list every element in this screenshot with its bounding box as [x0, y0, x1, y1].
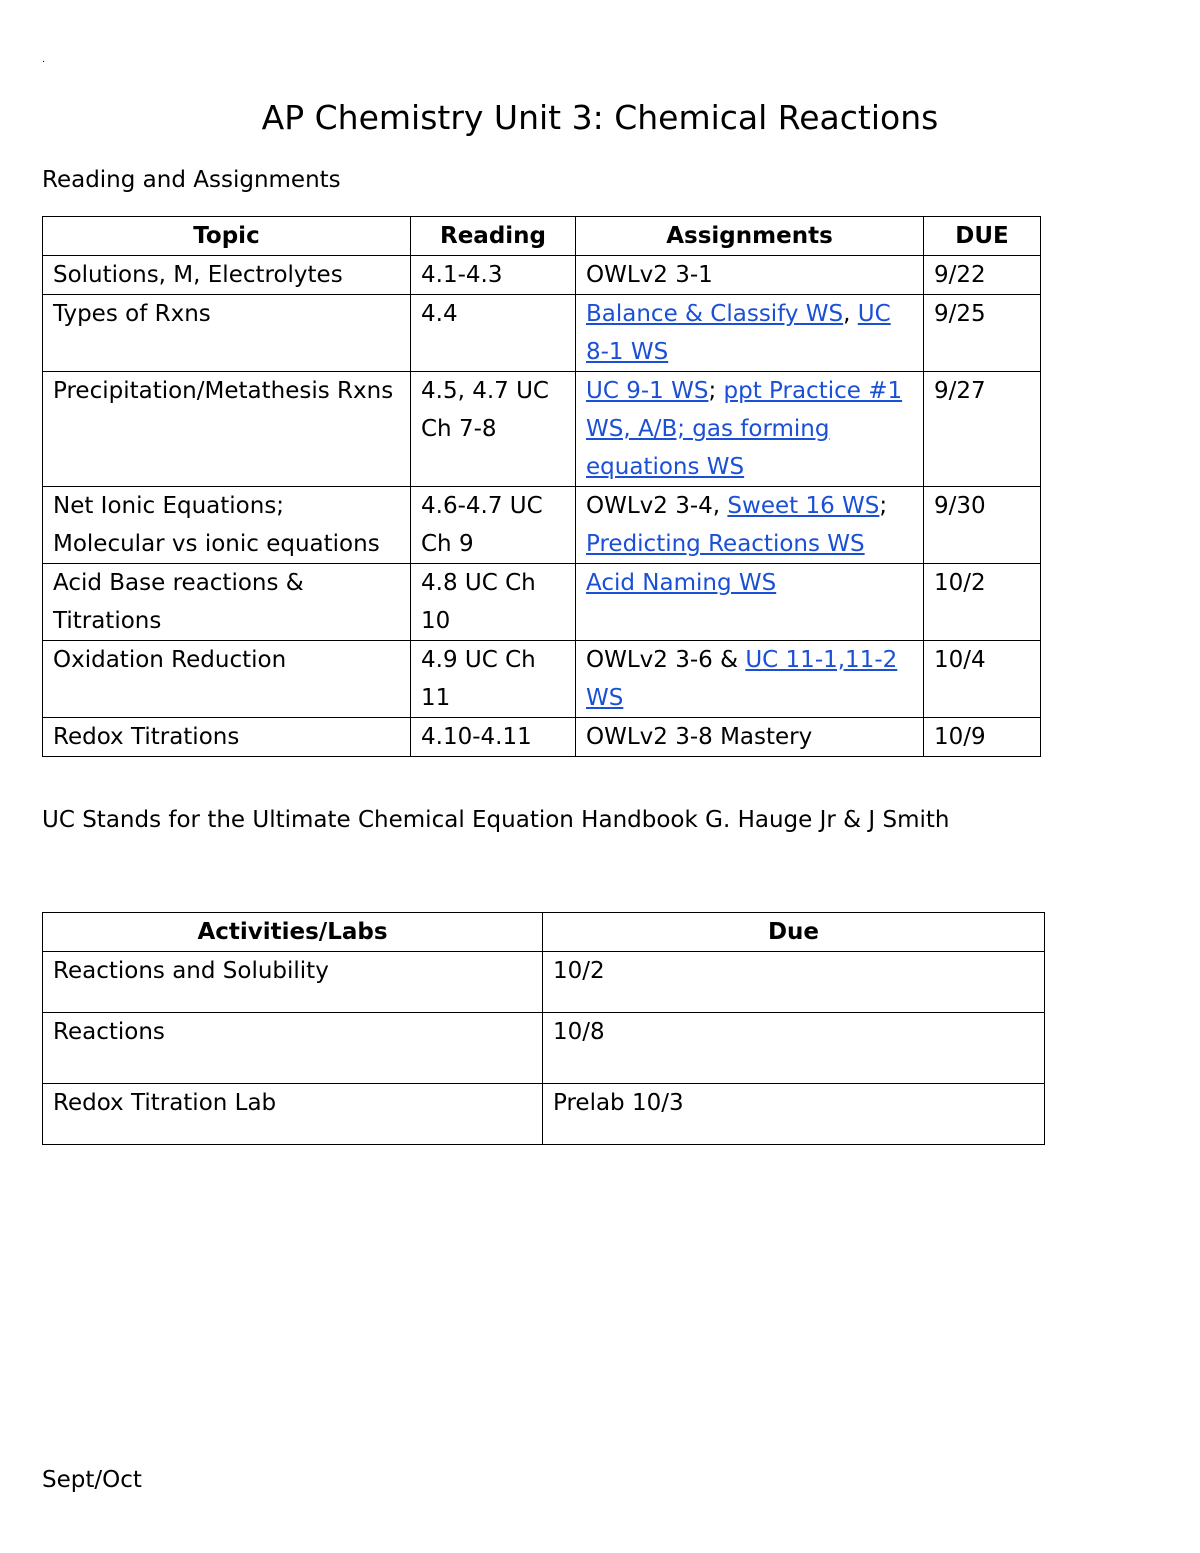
cell-reading: 4.8 UC Ch 10	[411, 564, 576, 641]
cell-assignments	[576, 564, 924, 641]
assignment-link[interactable]: UC 9-1 WS	[586, 378, 709, 404]
table-row	[43, 487, 1041, 564]
cell-topic: Acid Base reactions & Titrations	[43, 564, 411, 641]
cell-assignments	[576, 256, 924, 295]
table-row	[43, 372, 1041, 487]
cell-topic: Types of Rxns	[43, 295, 411, 372]
assignment-text: ;	[708, 378, 724, 404]
assignment-text: ,	[843, 301, 858, 327]
readings-table	[42, 216, 1041, 757]
assignment-link[interactable]: UC 8-1 WS	[586, 301, 891, 365]
header-reading: Reading	[411, 217, 576, 256]
assignment-link[interactable]: UC 11-1,11-2 WS	[586, 647, 898, 711]
uc-footnote: UC Stands for the Ultimate Chemical Equation Handbook G. Hauge Jr & J Smith	[42, 807, 950, 833]
table-row	[43, 1084, 1045, 1145]
cell-reading: 4.5, 4.7 UC Ch 7-8	[411, 372, 576, 487]
labs-table	[42, 912, 1045, 1145]
table-row	[43, 952, 1045, 1013]
cell-reading: 4.4	[411, 295, 576, 372]
cell-assignments	[576, 372, 924, 487]
assignment-link[interactable]: ppt Practice #1 WS, A/B; gas forming equations WS	[586, 378, 903, 480]
header-topic: Topic	[43, 217, 411, 256]
cell-due: 9/25	[924, 295, 1041, 372]
page-footer: Sept/Oct	[42, 1467, 142, 1493]
cell-activity: Reactions and Solubility	[43, 952, 543, 1013]
assignment-text: OWLv2 3-6 &	[586, 647, 746, 673]
section-subtitle: Reading and Assignments	[42, 167, 341, 193]
assignment-link[interactable]: Sweet 16 WS	[727, 493, 880, 519]
cell-assignments	[576, 295, 924, 372]
cell-topic: Precipitation/Metathesis Rxns	[43, 372, 411, 487]
cell-assignments	[576, 487, 924, 564]
cell-due: 9/30	[924, 487, 1041, 564]
cell-lab-due: 10/8	[543, 1013, 1045, 1084]
assignment-text: ;	[879, 493, 888, 519]
table-row	[43, 1013, 1045, 1084]
cell-topic: Oxidation Reduction	[43, 641, 411, 718]
cell-due: 9/22	[924, 256, 1041, 295]
cell-reading: 4.10-4.11	[411, 718, 576, 757]
cell-topic: Solutions, M, Electrolytes	[43, 256, 411, 295]
labs-header-row	[43, 913, 1045, 952]
table-row	[43, 718, 1041, 757]
cell-due: 10/9	[924, 718, 1041, 757]
cell-topic: Net Ionic Equations; Molecular vs ionic equations	[43, 487, 411, 564]
table-row	[43, 564, 1041, 641]
cell-reading: 4.9 UC Ch 11	[411, 641, 576, 718]
cell-assignments	[576, 718, 924, 757]
assignment-link[interactable]: Balance & Classify WS	[586, 301, 844, 327]
cell-assignments	[576, 641, 924, 718]
table-row	[43, 641, 1041, 718]
cell-due: 10/2	[924, 564, 1041, 641]
assignment-link[interactable]: Predicting Reactions WS	[586, 531, 865, 557]
page-marker: ·	[42, 57, 46, 68]
cell-due: 9/27	[924, 372, 1041, 487]
assignment-text: OWLv2 3-4,	[586, 493, 728, 519]
header-activities: Activities/Labs	[43, 913, 543, 952]
cell-activity: Reactions	[43, 1013, 543, 1084]
table-row	[43, 256, 1041, 295]
header-assignments: Assignments	[576, 217, 924, 256]
cell-lab-due: 10/2	[543, 952, 1045, 1013]
assignment-link[interactable]: Acid Naming WS	[586, 570, 777, 596]
readings-header-row	[43, 217, 1041, 256]
cell-due: 10/4	[924, 641, 1041, 718]
cell-reading: 4.1-4.3	[411, 256, 576, 295]
header-due: DUE	[924, 217, 1041, 256]
cell-lab-due: Prelab 10/3	[543, 1084, 1045, 1145]
cell-activity: Redox Titration Lab	[43, 1084, 543, 1145]
cell-topic: Redox Titrations	[43, 718, 411, 757]
assignment-text: OWLv2 3-8 Mastery	[586, 724, 813, 750]
table-row	[43, 295, 1041, 372]
assignment-text: OWLv2 3-1	[586, 262, 713, 288]
cell-reading: 4.6-4.7 UC Ch 9	[411, 487, 576, 564]
page-title: AP Chemistry Unit 3: Chemical Reactions	[261, 98, 939, 137]
header-labs-due: Due	[543, 913, 1045, 952]
